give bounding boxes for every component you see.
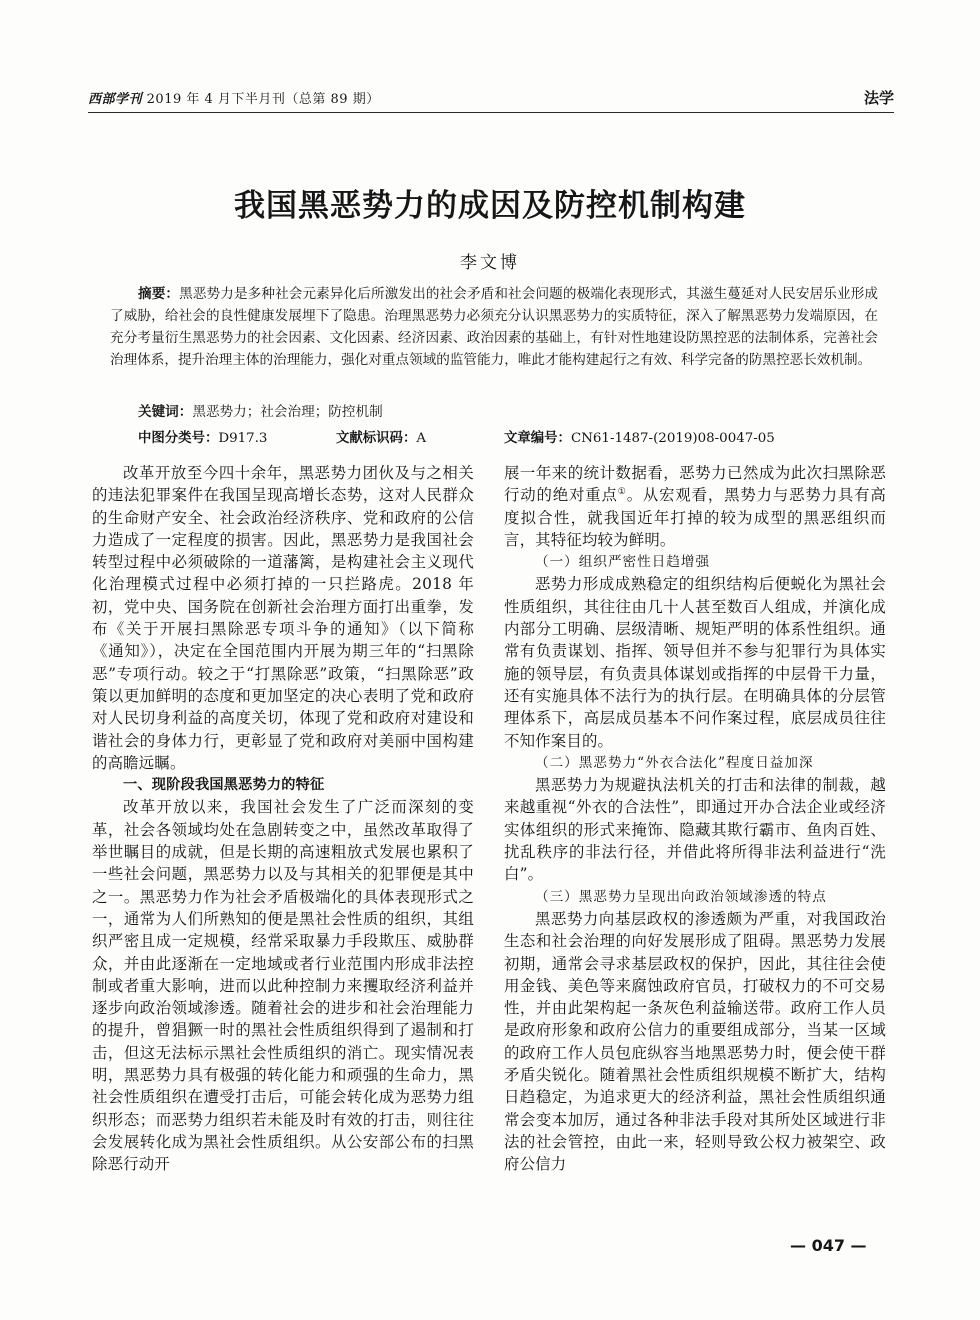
body-paragraph: 黑恶势力向基层政权的渗透颇为严重，对我国政治生态和社会治理的向好发展形成了阻碍。黑恶势力发展初期，通常会寻求基层政权的保护，因此，其往往会使用金钱、美色等来腐蚀政府官员，打破权力的不可交易性，并由此架构起一条灰色利益输送带。政府工作人员是政府形象和政府公信力的重要组成部分，当某一区域的政府工作人员包庇纵容当地黑恶势力时，便会使干群矛盾尖锐化。随着黑社会性质组织规模不断扩大，结构日趋稳定，为追求更大的经济利益，黑社会性质组织通常会变本加厉，通过各种非法手段对其所处区域进行非法的社会管控，由此一来，轻则导致公权力被架空、政府公信力 <box>504 909 886 1174</box>
keywords <box>138 402 383 422</box>
body-paragraph: 改革开放至今四十余年，黑恶势力团伙及与之相关的违法犯罪案件在我国呈现高增长态势，这对人民群众的生命财产安全、社会政治经济秩序、党和政府的公信力造成了一定程度的损害。因此，黑恶势力是我国社会转型过程中必须破除的一道藩篱，是构建社会主义现代化治理模式过程中必须打掉的一只拦路虎。2018 年初，党中央、国务院在创新社会治理方面打出重拳，发布《关于开展扫黑除恶专项斗争的通知》（以下简称《通知》），决定在全国范围内开展为期三年的“扫黑除恶”专项行动。较之于“打黑除恶”政策，“扫黑除恶”政策以更加鲜明的态度和更加坚定的决心表明了党和政府对人民切身利益的高度关切，体现了党和政府对建设和谐社会的身体力行，更彰显了党和政府对美丽中国构建的高瞻远瞩。 <box>92 464 474 772</box>
keywords-label: 关键词： <box>138 404 193 420</box>
article-number-label: 文章编号： <box>504 430 571 446</box>
continued-text: 展一年来的统计数据看，恶势力已然成为此次扫黑除恶行动的绝对重点 <box>504 464 886 505</box>
section-label: 法学 <box>863 89 894 107</box>
article-title: 我国黑恶势力的成因及防控机制构建 <box>234 188 746 224</box>
body-paragraph: 恶势力形成成熟稳定的组织结构后便蜕化为黑社会性质组织，其往往由几十人甚至数百人组成，并演化成内部分工明确、层级清晰、规矩严明的体系性组织。通常有负责谋划、指挥、领导但并不参与犯罪行为具体实施的领导层，有负责具体谋划或指挥的中层骨干力量，还有实施具体不法行为的执行层。在明确具体的分层管理体系下，高层成员基本不问作案过程，底层成员往往不知作案目的。 <box>504 575 886 750</box>
subsection-heading: （一）组织严密性日趋增强 <box>535 554 711 571</box>
document-code-label: 文献标识码： <box>336 430 417 446</box>
body-paragraph: 黑恶势力为规避执法机关的打击和法律的制裁，越来越重视“外衣的合法性”，即通过开办合法企业或经济实体组织的形式来掩饰、隐藏其欺行霸市、鱼肉百姓、扰乱秩序的非法行径，并借此将所得非法利益进行“洗白”。 <box>504 776 886 884</box>
document-code <box>336 428 426 449</box>
issue-info: 2019 年 4 月下半月刊（总第 89 期） <box>146 92 380 107</box>
article-number-value: CN61-1487-(2019)08-0047-05 <box>570 431 775 446</box>
article-number <box>504 428 775 449</box>
subsection-heading: （三）黑恶势力呈现出向政治领域渗透的特点 <box>535 888 827 905</box>
journal-name: 西部学刊 <box>88 92 143 107</box>
clc-value: D917.3 <box>218 431 268 446</box>
section-heading: 一、现阶段我国黑恶势力的特征 <box>123 777 325 794</box>
left-column <box>92 462 474 1176</box>
abstract-text: 黑恶势力是多种社会元素异化后所激发出的社会矛盾和社会问题的极端化表现形式，其滋生蔓延对人民安居乐业形成了威胁，给社会的良性健康发展埋下了隐患。治理黑恶势力必须充分认识黑恶势力的实质特征，深入了解黑恶势力发端原因，在充分考量衍生黑恶势力的社会因素、文化因素、经济因素、政治因素的基础上，有针对性地建设防黑控恶的法制体系，完善社会治理体系，提升治理主体的治理能力，强化对重点领域的监管能力，唯此才能构建起行之有效、科学完备的防黑控恶长效机制。 <box>110 286 879 368</box>
body-paragraph-continued <box>504 462 886 551</box>
author-name: 李文博 <box>460 253 520 273</box>
running-header <box>88 86 894 113</box>
footnote-marker: ① <box>617 487 627 498</box>
subsection-heading: （二）黑恶势力“外衣合法化”程度日益加深 <box>535 754 814 771</box>
continued-text-end: 。从宏观看，黑势力与恶势力具有高度拟合性，就我国近年打掉的较为成型的黑恶组织而言，其特征均较为鲜明。 <box>504 486 887 549</box>
body-paragraph: 改革开放以来，我国社会发生了广泛而深刻的变革，社会各领域均处在急剧转变之中，虽然改革取得了举世瞩目的成就，但是长期的高速粗放式发展也累积了一些社会问题，黑恶势力以及与其相关的犯罪便是其中之一。黑恶势力作为社会矛盾极端化的具体表现形式之一，通常为人们所熟知的便是黑社会性质的组织，其组织严密且成一定规模，经常采取暴力手段欺压、威胁群众，并由此逐渐在一定地域或者行业范围内形成非法控制或者重大影响，进而以此种控制力来攫取经济利益并逐步向政治领域渗透。随着社会的进步和社会治理能力的提升，曾猖獗一时的黑社会性质组织得到了遏制和打击，但这无法标示黑社会性质组织的消亡。现实情况表明，黑恶势力具有极强的转化能力和顽强的生命力，黑社会性质组织在遭受打击后，可能会转化成为恶势力组织形态；而恶势力组织若未能及时有效的打击，则往往会发展转化成为黑社会性质组织。从公安部公布的扫黑除恶行动开 <box>92 798 474 1174</box>
clc-label: 中图分类号： <box>138 430 219 446</box>
page-number: — 047 — <box>790 1236 867 1255</box>
abstract <box>110 283 878 371</box>
journal-issue-line <box>88 88 380 107</box>
right-column <box>504 462 886 1176</box>
clc-number <box>138 428 267 449</box>
abstract-label: 摘要： <box>138 286 180 302</box>
document-code-value: A <box>416 431 427 446</box>
keywords-text: 黑恶势力；社会治理；防控机制 <box>192 404 383 420</box>
